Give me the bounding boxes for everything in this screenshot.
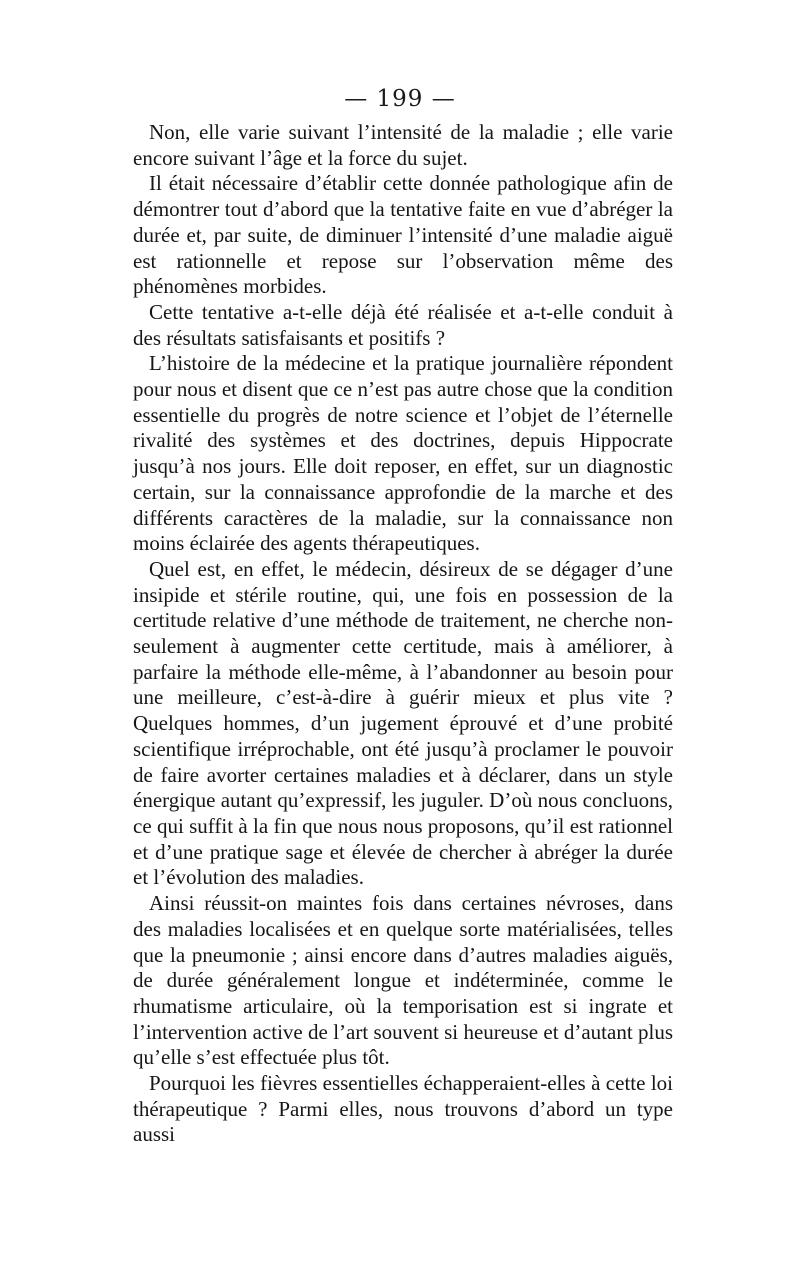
paragraph-4: L’histoire de la médecine et la pratique journalière répondent pour nous et disent que ce n’est pas autre chose que la condition essentielle du progrès de notre science et l’objet de l’éternelle rivalité des systèmes et des doctrines, depuis Hippocrate jusqu’à nos jours. Elle doit reposer, en effet, sur un diagnostic certain, sur la connaissance approfondie de la marche et des différents caractères de la maladie, sur la connaissance non moins éclairée des agents thérapeutiques. [133,351,673,556]
page-number: — 199 — [344,86,456,112]
paragraph-2: Il était nécessaire d’établir cette donnée pathologique afin de démontrer tout d’abord que la tentative faite en vue d’abréger la durée et, par suite, de diminuer l’intensité d’une maladie aiguë est rationnelle et repose sur l’observation même des phénomènes morbides. [133,171,673,299]
paragraph-6: Ainsi réussit-on maintes fois dans certaines névroses, dans des maladies localisées et en quelque sorte matérialisées, telles que la pneumonie ; ainsi encore dans d’autres maladies aiguës, de durée généralement longue et indéterminée, comme le rhumatisme articulaire, où la temporisation est si ingrate et l’intervention active de l’art souvent si heureuse et d’autant plus qu’elle s’est effectuée plus tôt. [133,891,673,1070]
paragraph-7: Pourquoi les fièvres essentielles échapperaient-elles à cette loi thérapeutique ? Parmi elles, nous trouvons d’abord un type aussi [133,1071,673,1147]
body-text [133,120,673,1148]
paragraph-1: Non, elle varie suivant l’intensité de la maladie ; elle varie encore suivant l’âge et la force du sujet. [133,120,673,170]
paragraph-3: Cette tentative a-t-elle déjà été réalisée et a-t-elle conduit à des résultats satisfaisants et positifs ? [133,299,673,350]
paragraph-5: Quel est, en effet, le médecin, désireux de se dégager d’une insipide et stérile routine, qui, une fois en possession de la certitude relative d’une méthode de traitement, ne cherche non-seulement à augmenter cette certitude, mais à améliorer, à parfaire la méthode elle-même, à l’abandonner au besoin pour une meilleure, c’est-à-dire à guérir mieux et plus vite ? Quelques hommes, d’un jugement éprouvé et d’une probité scientifique irréprochable, ont été jusqu’à proclamer le pouvoir de faire avorter certaines maladies et à déclarer, dans un style énergique autant qu’expressif, les juguler. D’où nous concluons, ce qui suffit à la fin que nous nous proposons, qu’il est rationnel et d’une pratique sage et élevée de chercher à abréger la durée et l’évolution des maladies. [133,556,673,890]
